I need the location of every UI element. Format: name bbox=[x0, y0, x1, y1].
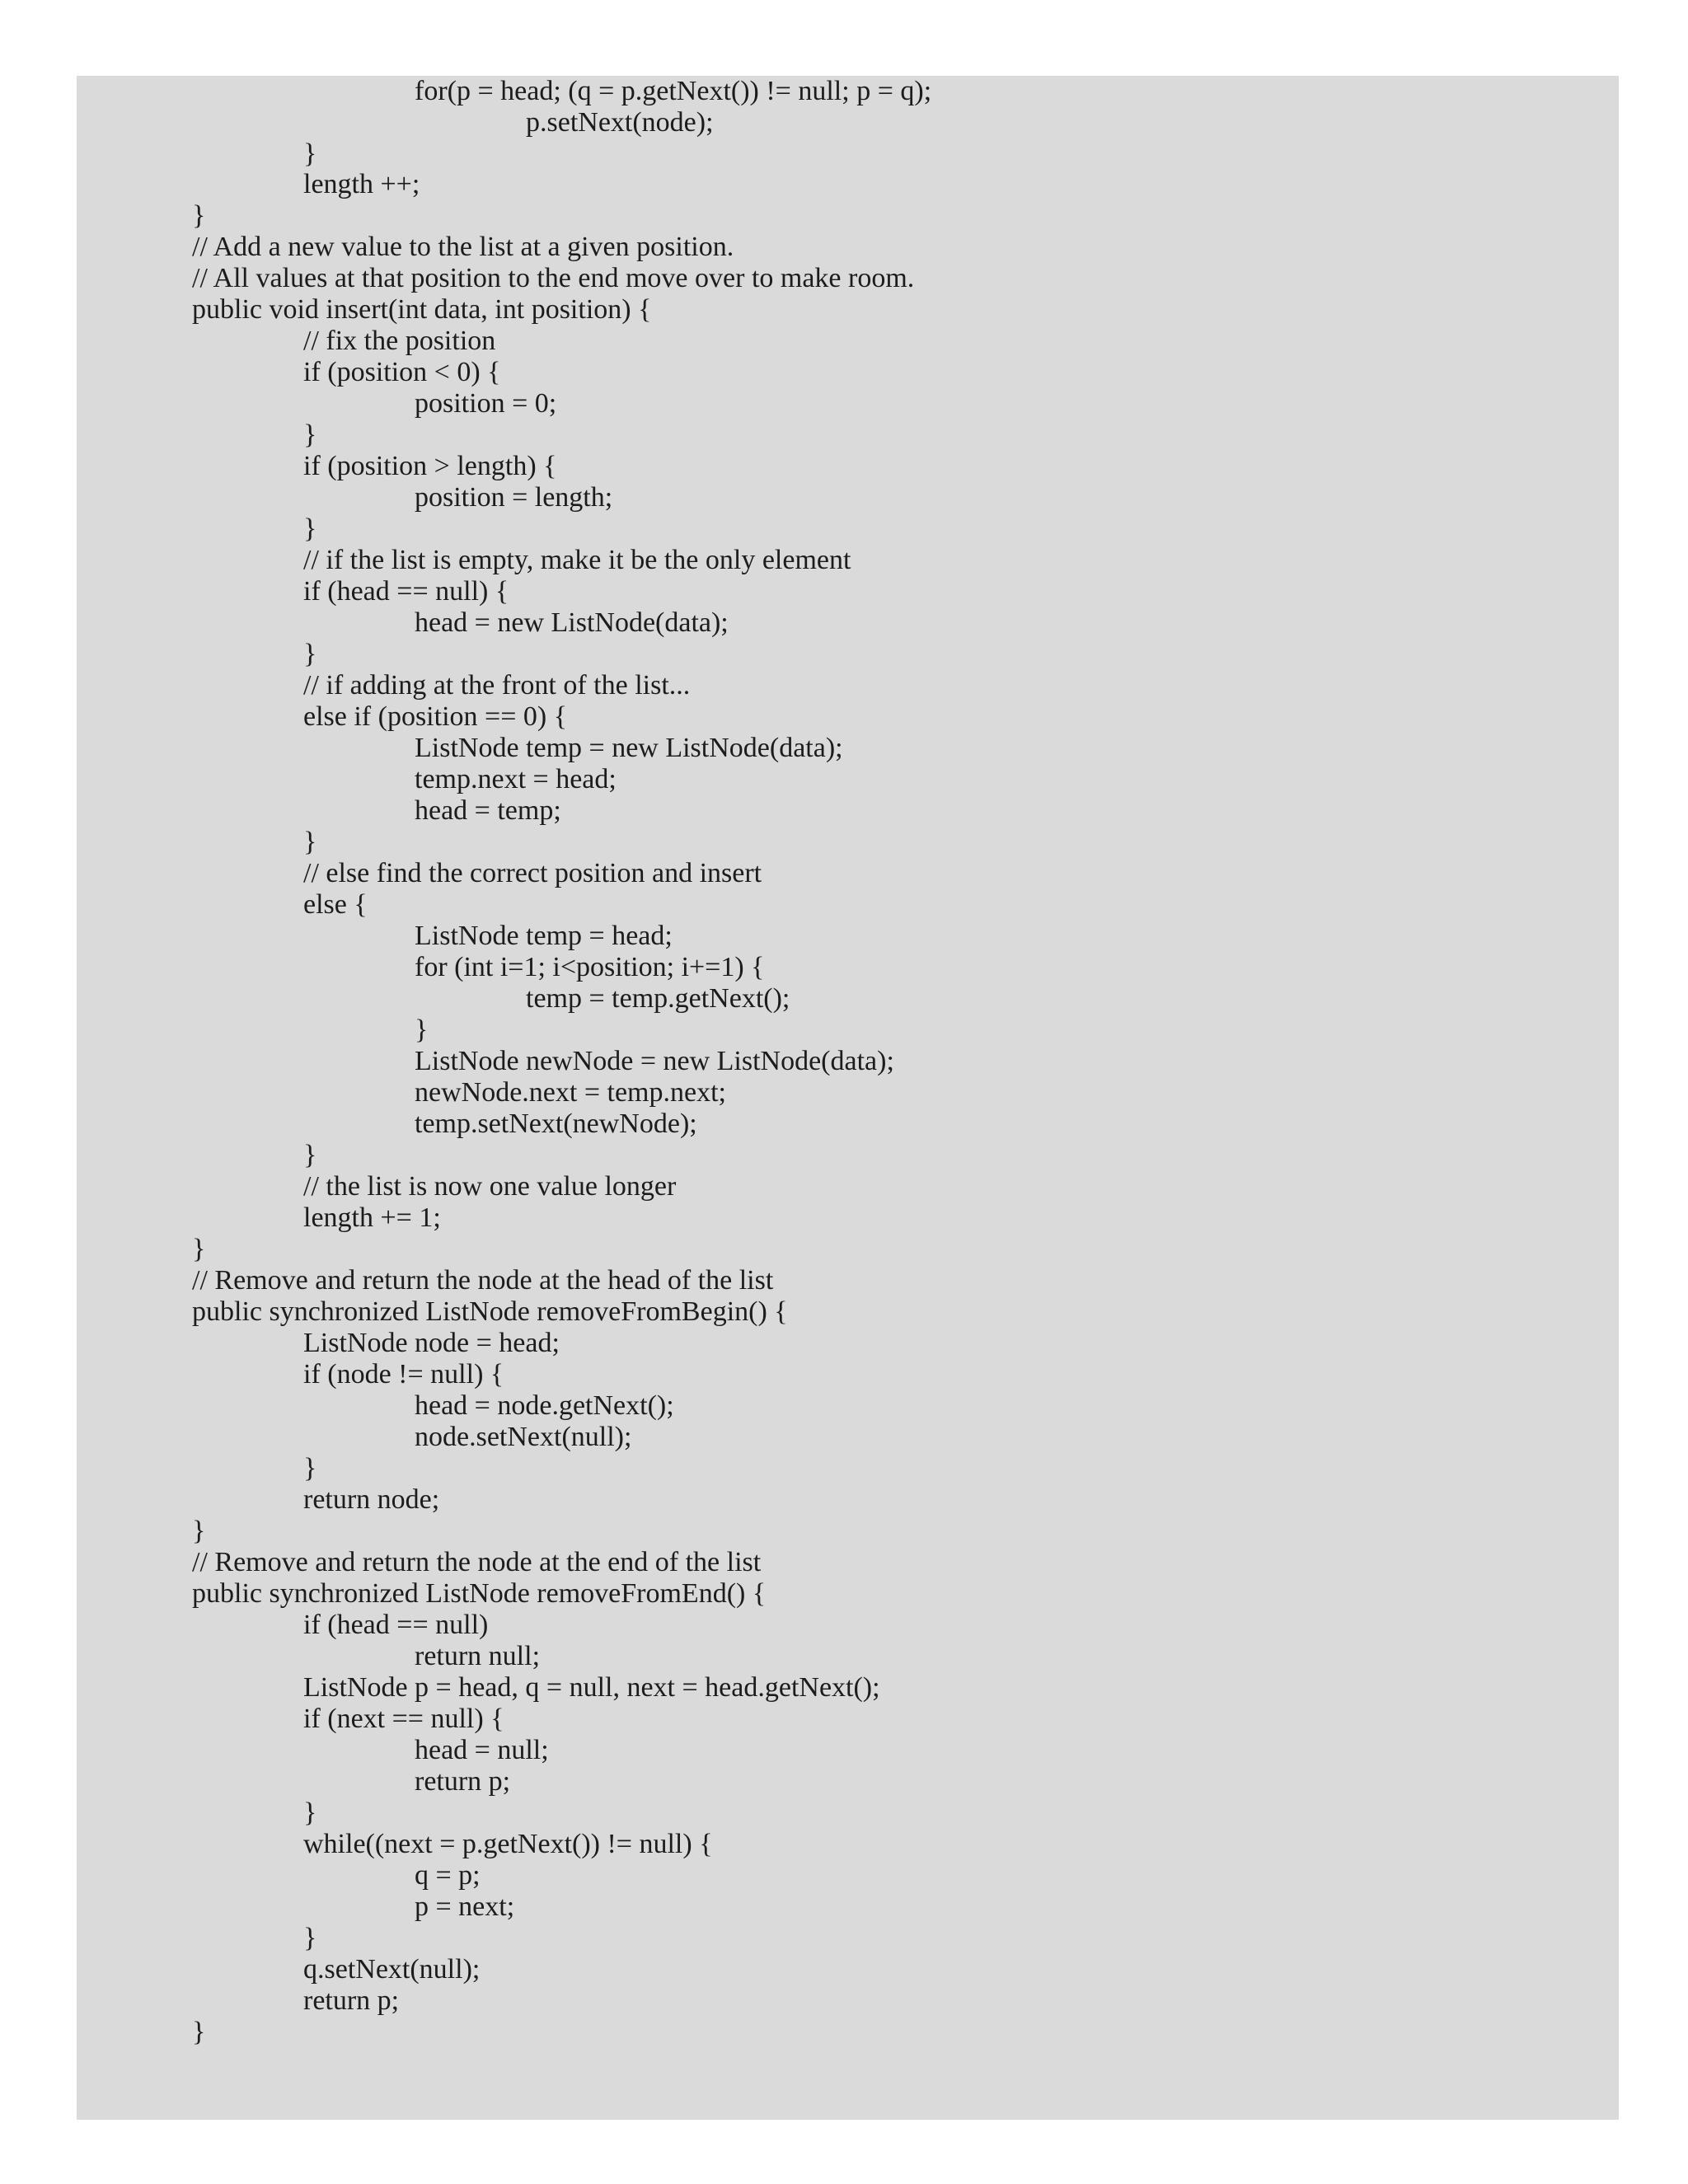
code-line: for (int i=1; i<position; i+=1) { bbox=[415, 952, 765, 982]
code-line: length ++; bbox=[303, 169, 420, 199]
code-line: } bbox=[415, 1015, 429, 1045]
code-line: ListNode node = head; bbox=[303, 1328, 560, 1358]
code-line: } bbox=[192, 2017, 206, 2047]
code-line: else if (position == 0) { bbox=[303, 701, 568, 732]
code-line: p = next; bbox=[415, 1891, 515, 1922]
code-line: public synchronized ListNode removeFromBegin() { bbox=[192, 1296, 788, 1327]
code-line: if (head == null) { bbox=[303, 576, 509, 607]
code-line: } bbox=[192, 1516, 206, 1546]
code-line: } bbox=[192, 1234, 206, 1264]
code-line: // the list is now one value longer bbox=[303, 1171, 677, 1202]
code-line: // Add a new value to the list at a given position. bbox=[192, 232, 734, 262]
code-line: position = 0; bbox=[415, 388, 557, 419]
code-line: q = p; bbox=[415, 1860, 481, 1891]
code-panel bbox=[77, 76, 1619, 2120]
code-line: } bbox=[192, 200, 206, 231]
code-line: ListNode p = head, q = null, next = head.getNext(); bbox=[303, 1672, 880, 1703]
code-line: // if the list is empty, make it be the only element bbox=[303, 545, 851, 575]
code-line: } bbox=[303, 1140, 317, 1170]
code-line: } bbox=[303, 1797, 317, 1828]
code-line: node.setNext(null); bbox=[415, 1422, 632, 1452]
code-line: position = length; bbox=[415, 482, 613, 513]
code-line: // fix the position bbox=[303, 326, 496, 356]
code-line: ListNode temp = head; bbox=[415, 921, 673, 951]
code-line: ListNode newNode = new ListNode(data); bbox=[415, 1046, 894, 1076]
code-line: } bbox=[303, 827, 317, 857]
code-line: return p; bbox=[415, 1766, 511, 1797]
code-line: } bbox=[303, 138, 317, 169]
code-line: // All values at that position to the end move over to make room. bbox=[192, 263, 915, 293]
code-line: head = null; bbox=[415, 1735, 549, 1765]
code-line: if (next == null) { bbox=[303, 1704, 504, 1734]
code-line: // Remove and return the node at the head of the list bbox=[192, 1265, 774, 1296]
code-line: newNode.next = temp.next; bbox=[415, 1077, 726, 1108]
code-line: return node; bbox=[303, 1484, 440, 1515]
code-line: else { bbox=[303, 889, 368, 920]
code-line: temp = temp.getNext(); bbox=[526, 983, 790, 1014]
code-line: // Remove and return the node at the end of the list bbox=[192, 1547, 762, 1577]
code-line: if (position > length) { bbox=[303, 451, 557, 481]
code-line: head = new ListNode(data); bbox=[415, 607, 729, 638]
code-line: } bbox=[303, 639, 317, 669]
code-line: public synchronized ListNode removeFromEnd() { bbox=[192, 1578, 767, 1609]
code-line: q.setNext(null); bbox=[303, 1954, 481, 1985]
code-line: for(p = head; (q = p.getNext()) != null; p = q); bbox=[415, 76, 932, 106]
code-line: head = node.getNext(); bbox=[415, 1390, 674, 1421]
code-line: head = temp; bbox=[415, 795, 561, 826]
code-line: public void insert(int data, int position) { bbox=[192, 294, 652, 325]
code-line: } bbox=[303, 419, 317, 450]
code-line: ListNode temp = new ListNode(data); bbox=[415, 733, 843, 763]
code-line: if (position < 0) { bbox=[303, 357, 501, 387]
code-line: temp.next = head; bbox=[415, 764, 617, 794]
code-line: // else find the correct position and insert bbox=[303, 858, 762, 888]
code-line: return null; bbox=[415, 1641, 541, 1671]
code-line: } bbox=[303, 1453, 317, 1483]
code-line: if (head == null) bbox=[303, 1610, 489, 1640]
code-line: p.setNext(node); bbox=[526, 107, 714, 138]
code-line: // if adding at the front of the list... bbox=[303, 670, 691, 701]
code-line: temp.setNext(newNode); bbox=[415, 1108, 697, 1139]
code-line: if (node != null) { bbox=[303, 1359, 504, 1390]
code-line: return p; bbox=[303, 1985, 400, 2016]
code-line: while((next = p.getNext()) != null) { bbox=[303, 1829, 713, 1859]
code-line: length += 1; bbox=[303, 1202, 441, 1233]
code-line: } bbox=[303, 1923, 317, 1953]
code-line: } bbox=[303, 513, 317, 544]
